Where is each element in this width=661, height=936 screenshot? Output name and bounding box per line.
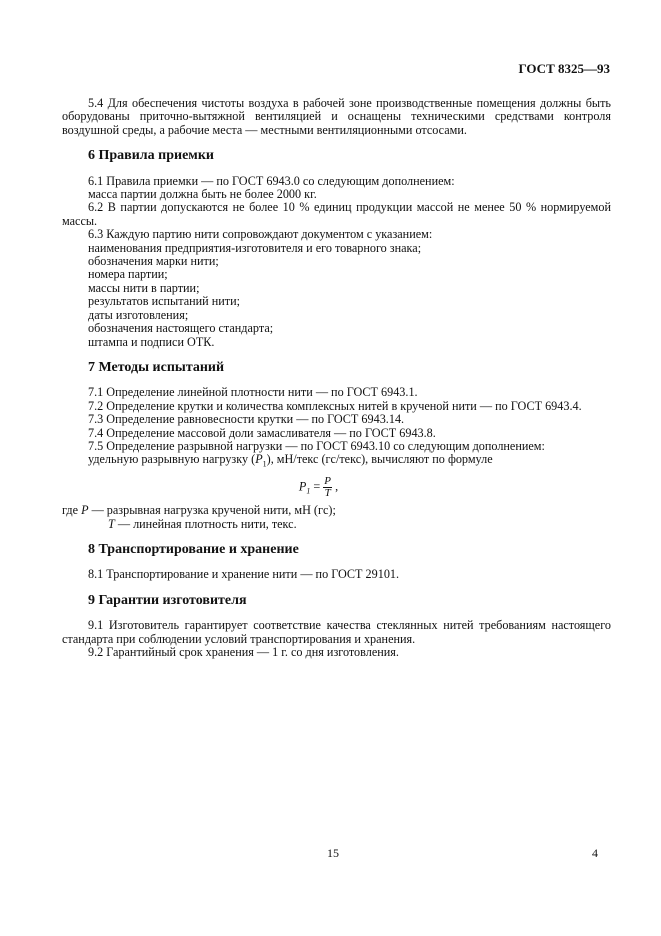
paragraph-7-1: 7.1 Определение линейной плотности нити — по ГОСТ 6943.1. [88,385,418,400]
formula-legend-p: где P — разрывная нагрузка крученой нити, мН (гс); [62,503,336,518]
list-item: наименования предприятия-изготовителя и его товарного знака; [88,240,422,255]
section-8-title: 8 Транспортирование и хранение [88,542,299,557]
paragraph-6-2: 6.2 В партии допускаются не более 10 % единиц продукции массой не менее 50 % нормируемой массы. [62,200,611,228]
paragraph-6-3: 6.3 Каждую партию нити сопровождают документом с указанием: [88,227,433,242]
section-9-title: 9 Гарантии изготовителя [88,592,247,608]
list-item: обозначения марки нити; [88,254,219,269]
section-7-title: 7 Методы испытаний [88,359,225,375]
section-6-title: 6 Правила приемки [88,148,214,164]
sheet-number: 4 [592,846,598,860]
paragraph-7-4: 7.4 Определение массовой доли замасливателя — по ГОСТ 6943.8. [88,425,436,440]
document-code-header: ГОСТ 8325—93 [518,61,610,76]
paragraph-7-5: 7.5 Определение разрывной нагрузки — по ГОСТ 6943.10 со следующим дополнением: [88,438,545,453]
list-item: даты изготовления; [88,307,189,322]
list-item: результатов испытаний нити; [88,294,240,309]
paragraph-5-4: 5.4 Для обеспечения чистоты воздуха в рабочей зоне производственные помещения должны быть оборудованы приточно-вытяжной вентиляцией и оснащены техническими средствами контроля воздушной среды, а рабочие места — местными вентиляционными отсосами. [62,96,611,137]
list-item: массы нити в партии; [88,280,200,295]
paragraph-9-2: 9.2 Гарантийный срок хранения — 1 г. со дня изготовления. [88,645,399,660]
list-item: номера партии; [88,267,168,282]
fraction: $\frac{P}{T}$ [324,475,332,500]
paragraph-7-3: 7.3 Определение равновесности крутки — по ГОСТ 6943.14. [88,412,405,427]
paragraph-6-1: 6.1 Правила приемки — по ГОСТ 6943.0 со следующим дополнением: [88,173,455,188]
paragraph-7-5-addition: удельную разрывную нагрузку $(P_1)$, мН/текс (гс/текс), вычисляют по формуле [88,452,493,469]
paragraph-6-1-addition: масса партии должна быть не более 2000 кг. [88,187,317,202]
formula-legend-t: T — линейная плотность нити, текс. [108,516,297,531]
paragraph-9-1: 9.1 Изготовитель гарантирует соответствие качества стеклянных нитей требованиям настоящего стандарта при соблюдении условий транспортирования и хранения. [62,618,611,646]
symbol-p1: P [255,452,263,467]
paragraph-8-1: 8.1 Транспортирование и хранение нити — по ГОСТ 29101. [88,567,400,582]
page-number: 15 [327,846,339,860]
list-item: обозначения настоящего стандарта; [88,321,274,336]
list-item: штампа и подписи ОТК. [88,334,215,349]
document-body [62,97,611,659]
formula-p1: $P_1$ = $\frac{P}{T}$ , [298,475,339,500]
paragraph-7-2: 7.2 Определение крутки и количества комплексных нитей в крученой нити — по ГОСТ 6943.4. [88,398,582,413]
